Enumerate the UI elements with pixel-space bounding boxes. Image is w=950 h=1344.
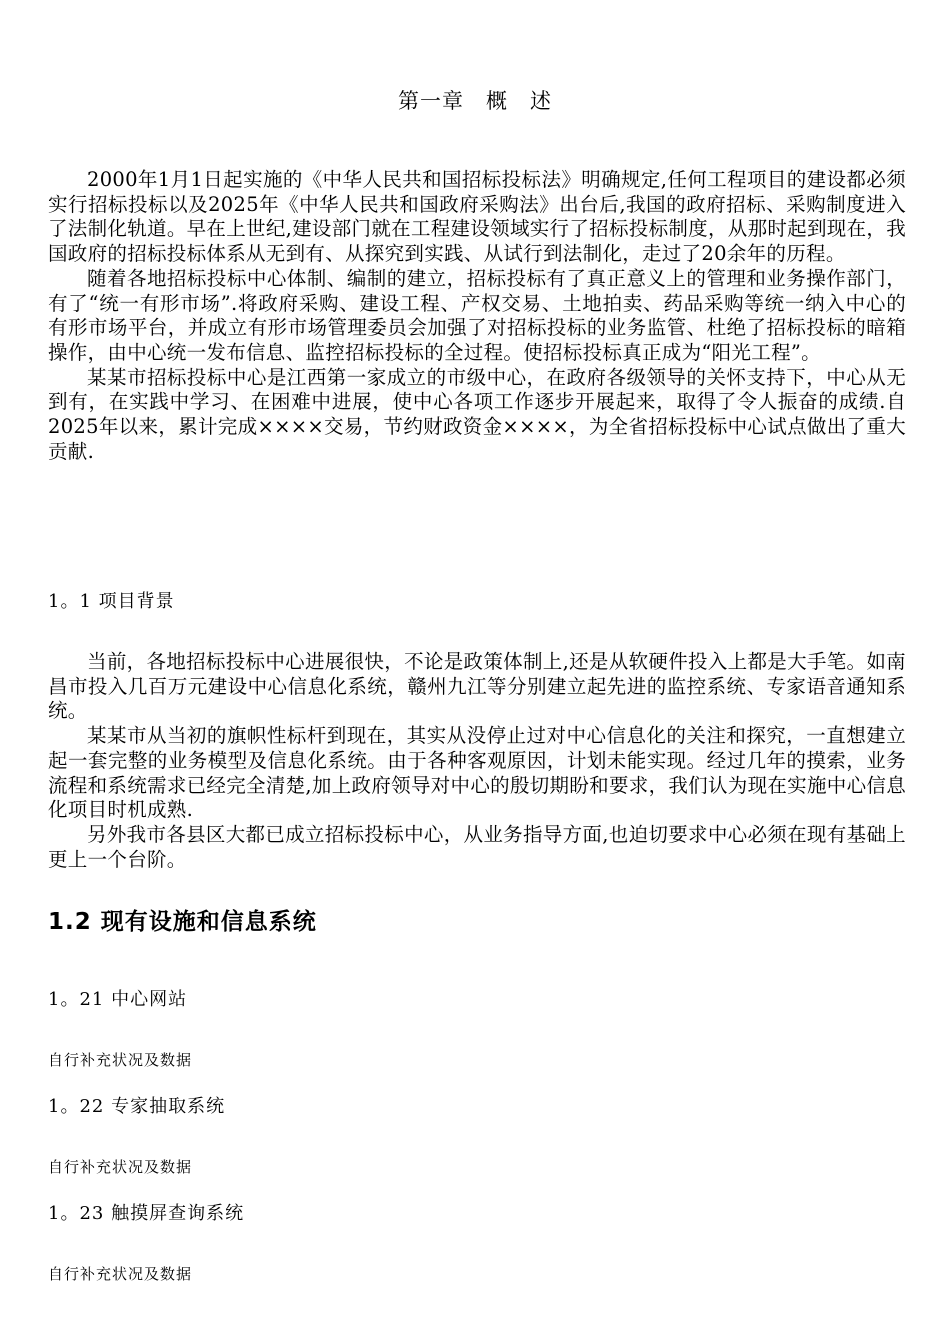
subsection-note: 自行补充状况及数据 (48, 1051, 193, 1069)
paragraph: 当前，各地招标投标中心进展很快，不论是政策体制上,还是从软硬件投入上都是大手笔。如南昌市投入几百万元建设中心信息化系统，赣州九江等分别建立起先进的监控系统、专家语音通知系统。 (48, 650, 906, 723)
subsection-note: 自行补充状况及数据 (48, 1158, 193, 1176)
paragraph: 另外我市各县区大都已成立招标投标中心，从业务指导方面,也迫切要求中心必须在现有基础上更上一个台阶。 (48, 822, 906, 871)
section-1-1-body (48, 650, 906, 872)
chapter-intro (48, 168, 906, 464)
paragraph: 某某市招标投标中心是江西第一家成立的市级中心，在政府各级领导的关怀支持下，中心从无到有，在实践中学习、在困难中进展，使中心各项工作逐步开展起来，取得了令人振奋的成绩.自2025年以来，累计完成××××交易，节约财政资金××××，为全省招标投标中心试点做出了重大贡献. (48, 365, 906, 463)
paragraph: 2000年1月1日起实施的《中华人民共和国招标投标法》明确规定,任何工程项目的建设都必须实行招标投标以及2025年《中华人民共和国政府采购法》出台后,我国的政府招标、采购制度进入了法制化轨道。早在上世纪,建设部门就在工程建设领域实行了招标投标制度，从那时起到现在，我国政府的招标投标体系从无到有、从探究到实践、从试行到法制化，走过了20余年的历程。 (48, 168, 906, 266)
paragraph: 随着各地招标投标中心体制、编制的建立，招标投标有了真正意义上的管理和业务操作部门，有了“统一有形市场”.将政府采购、建设工程、产权交易、土地拍卖、药品采购等统一纳入中心的有形市场平台，并成立有形市场管理委员会加强了对招标投标的业务监管、杜绝了招标投标的暗箱操作，由中心统一发布信息、监控招标投标的全过程。使招标投标真正成为“阳光工程”。 (48, 266, 906, 364)
subsection-heading-1-21: 1。21 中心网站 (48, 989, 188, 1010)
chapter-title: 第一章 概 述 (398, 89, 552, 113)
subsection-note: 自行补充状况及数据 (48, 1265, 193, 1283)
section-heading-1-1: 1。1 项目背景 (48, 591, 175, 612)
section-heading-1-2: 1.2 现有设施和信息系统 (48, 909, 317, 935)
subsection-heading-1-22: 1。22 专家抽取系统 (48, 1096, 226, 1117)
paragraph: 某某市从当初的旗帜性标杆到现在，其实从没停止过对中心信息化的关注和探究，一直想建立起一套完整的业务模型及信息化系统。由于各种客观原因，计划未能实现。经过几年的摸索，业务流程和系统需求已经完全清楚,加上政府领导对中心的殷切期盼和要求，我们认为现在实施中心信息化项目时机成熟. (48, 724, 906, 822)
subsection-heading-1-23: 1。23 触摸屏查询系统 (48, 1203, 245, 1224)
